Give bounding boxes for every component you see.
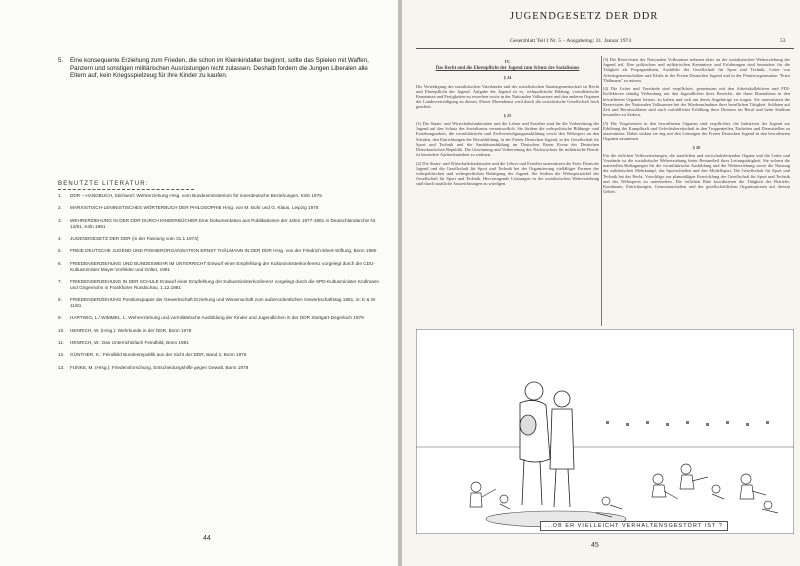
literature-item [58, 248, 388, 254]
cartoon-illustration [416, 329, 794, 534]
literature-item [58, 328, 388, 334]
literature-item-text: GÜNTHER, K.: Feindbild Bundesrepublik aus der Sicht der DDR, Band 2, Bonn 1976 [70, 352, 247, 358]
literature-item-number: 13. [58, 364, 65, 370]
literature-item-number: 11. [58, 340, 65, 346]
literature-item [58, 352, 388, 358]
intro-number: 5. [58, 57, 64, 64]
header-rule [416, 48, 794, 49]
intro-text: Eine konsequente Erziehung zum Frieden, die schon im Kleinkindalter beginnt, sollte das Spielen mit Waffen, Panzern und sonstigen militärischen Ausrüstungen nicht zulassen. Deshalb fordern die Jungen Liberalen alle Eltern auf, kein Kriegsspielzeug für ihre Kinder zu kaufen. [70, 57, 369, 80]
paragraph-25-3-text: (3) Die Reservisten der Nationalen Volksarmee nehmen aktiv an der sozialistischen Wehrerziehung der Jugend teil. Ihre politischen und militärischen Kenntnisse und Erfahrungen sind besonders für die Tätigkeit als Propagandisten, Ausbilder der Gesellschaft für Sport und Technik, Leiter von Arbeitsgemeinschaften und Klubs in der Freien Deutschen Jugend und in der Pionierorganisation "Ernst Thälmann" zu nutzen. [603, 57, 790, 83]
literature-item-text: MARXISTISCH-LENINISTISCHES WÖRTERBUCH DER PHILOSOPHIE Hrsg. von M. Buhr und G. Klaus, Leipzig 1978 [70, 205, 319, 211]
paragraph-24-text: Die Verteidigung des sozialistischen Vaterlandes und der sozialistischen Staatengemeinschaft ist Recht und Ehrenpflicht der Jugend. Aufgabe der Jugend ist es, wehrpolitische Bildung, vormilitärische Kenntnisse und Fertigkeiten zu erwerben sowie in der Nationalen Volksarmee und den anderen Organen der Landesverteidigung zu dienen. Dieser Ehrendienst wird durch die sozialistische Gesellschaft hoch geachtet. [416, 83, 600, 110]
literature-list [58, 193, 388, 377]
law-column-right [603, 57, 790, 198]
literature-item-number: 4. [58, 235, 62, 241]
literature-item [58, 261, 388, 273]
literature-item-text: FRIEDENSERZIEHUNG IN DER SCHULE Entwurf einer Empfehlung der Kultusministerkonferenz vorgelegt durch die SPD-Kultusminister Krollmann und Girgensohn in Frankfurter Rundschau, 1.12.1981 [70, 278, 379, 290]
literature-item [58, 297, 388, 309]
paragraph-26-label: § 26 [692, 144, 701, 150]
literature-item [58, 205, 388, 211]
literature-item-number: 12. [58, 352, 65, 358]
literature-item-number: 5. [58, 248, 62, 254]
literature-title: BENUTZTE LITERATUR: [58, 181, 149, 187]
literature-item-text: HENRICH, W. (Hrsg.): Wehrkunde in der DDR, Bonn 1978 [70, 327, 192, 333]
right-page [402, 0, 800, 566]
literature-item-number: 3. [58, 217, 62, 223]
literature-item [58, 365, 388, 371]
literature-item [58, 315, 388, 321]
literature-item-text: JUGENDGESETZ DER DDR (in der Fassung vom 31.1.1974) [70, 235, 199, 241]
literature-item-text: FUNKE, M. (Hrsg.): Friedensforschung, Entscheidungshilfe gegen Gewalt, Bonn 1978 [70, 364, 249, 370]
literature-item-text: WEHRERZIEHUNG IN DER DDR DURCH KINDERBÜCHER Eine Dokumentation aus Publikationen der Jahre 1977-1981 in Deutschlandarchiv Nr. 12/81, Köln 1981 [70, 217, 377, 229]
literature-title-underline [58, 189, 194, 190]
paragraph-25-1-text: (1) Die Staats- und Wirtschaftsfunktionäre und die Lehrer und Erzieher sind für die Vorbereitung der Jugend auf den Schutz des Sozialismus verantwortlich. Sie fördern die wehrpolitische Bildungs- und Erziehungsarbeit, die vormilitärische und Zivilverteidigungsausbildung sowie den Wehrsport an den Schulen, den Einrichtungen der Berufsbildung, in der Freien Deutschen Jugend, in der Gesellschaft für Sport und Technik und der Sanitätsausbildung im Deutschen Roten Kreuz der Deutschen Demokratischen Republik. Die Gewinnung und Vorbereitung des Nachwuchses für militärische Berufe ist besondere Aufmerksamkeit zu widmen. [416, 121, 599, 158]
literature-item-text: HENRICH, W.: Das Unterrichtsfach Feindbild, Bonn 1981 [70, 340, 189, 346]
gazette-line: Gesetzblatt Teil I Nr. 5 – Ausgabetag: 31. Januar 1974 [510, 38, 632, 44]
literature-item [58, 340, 388, 346]
section-number: IV. [504, 59, 511, 64]
section-heading: Das Recht und die Ehrenpflicht der Jugend zum Schutz des Sozialismus [435, 66, 580, 72]
paragraph-25-label: § 25 [503, 112, 512, 118]
intro-paragraph [58, 57, 378, 80]
literature-item-number: 2. [58, 205, 62, 211]
literature-item-number: 10. [58, 327, 65, 333]
literature-item-number: 8. [58, 297, 62, 303]
literature-item-number: 1. [58, 193, 62, 198]
literature-item [58, 218, 388, 230]
paragraph-24-label: § 24 [503, 75, 512, 81]
literature-item-text: FRIEDENSERZIEHUNG Positionspapier der Gewerkschaft Erziehung und Wissenschaft zum außerordentlichen Gewerkschaftstag 1981, in: E & W 11/81 [70, 297, 376, 308]
paragraph-25-5-text: (5) Die Vorgesetzten in den bewaffneten Organen sind verpflichtet, die Initiativen der Jugend zur Erhöhung der Kampfkraft und Gefechtsbereitschaft in den Truppenteilen, Einheiten und Dienststellen zu unterstützen. Dabei wirken sie eng mit den Leitungen der Freien Deutschen Jugend in den bewaffneten Organen zusammen. [603, 120, 790, 142]
law-column-left [416, 57, 599, 190]
right-page-number: 45 [591, 542, 599, 549]
literature-item-text: DDR – HANDBUCH, Stichwort: Wehrerziehung Hrsg. vom Bundesministerium für innerdeutsche Beziehungen, Köln 1975 [70, 193, 322, 198]
literature-item-text: FREIE DEUTSCHE JUGEND UND PIONIERORGANISATION ERNST THÄLMANN IN DER DDR Hrsg. von der Friedrich-Ebert-Stiftung, Bonn 1980 [70, 248, 377, 254]
paragraph-25-2-text: (2) Die Staats- und Wirtschaftsfunktionäre und die Lehrer und Erzieher unterstützen die Freie Deutsche Jugend und die Gesellschaft für Sport und Technik bei der Organisierung vielfältiger Formen der wehrpolitischen und wehrsportlichen Betätigung der Jugend. Sie fördern die Wehrsportzirkel der Gesellschaft für Sport und Technik. Hervorragende Leistungen in der sozialistischen Wehrerziehung sind durch staatliche Auszeichnungen zu würdigen. [416, 160, 599, 187]
literature-item-number: 7. [58, 278, 62, 284]
literature-item-text: HARTWIG, L./ WIMMEL, L. Wehrerziehung und vormilitärische Ausbildung der Kinder und Jugendlichen in der DDR Stuttgart-Degerloch 1979 [70, 315, 364, 321]
literature-item-text: FRIEDENSERZIEHUNG UND BUNDESWEHR IM UNTERRICHT Entwurf einer Empfehlung der Kultusministerkonferenz vorgelegt durch die CDU-Kultusminister Mayer-Vorfelder und Gölter, 1981 [70, 260, 375, 272]
literature-item-number: 6. [58, 260, 62, 266]
paragraph-25-4-text: (4) Die Leiter und Vorstände sind verpflichtet, gemeinsam mit den Arbeitskollektiven und FDJ-Kollektiven ständig Verbindung mit den Jugendlichen ihres Bereiche, die ihren Ehrendienst in den bewaffneten Organen leisten, zu halten und sich um deren Angehörige zu sorgen. Sie unterstützen die Reservisten der Nationalen Volksarmee bei der Wiederaufnahme ihrer beruflichen Tätigkeit. Soldaten auf Zeit und Berufssoldaten sind nach vorbildlicher Erfüllung ihres Dienstes im Beruf und beim Studium besonders zu fördern. [603, 86, 790, 118]
literature-item [58, 193, 388, 199]
left-page-number: 44 [203, 535, 211, 542]
left-page [0, 0, 398, 566]
paragraph-26-text: Für die örtlichen Volksvertretungen, die staatlichen und wirtschaftsleitenden Organe und die Leiter und Vorstände ist die sozialistische Wehrerziehung fester Bestandteil ihrer Leitungstätigkeit. Sie sichern die materiellen Bedingungen für die vormilitärische Ausbildung und die Wehrerziehung sowie die Nutzung der militärischen Mehrkampf, das Sportschießen und den Modellsport. Die Gesellschaft für Sport und Technik hat das Recht, Vorschläge zur planmäßigen Entwicklung der Gesellschaft für Sport und Technik und des Wehrsports zu unterbreiten. Die örtlichen Räte koordinieren die Tätigkeit der Betriebe, Kombinate, Einrichtungen, Genossenschaften und der gesellschaftlichen Organisationen auf diesem Gebiet. [603, 152, 790, 195]
column-divider [601, 56, 602, 326]
gazette-page-number: 53 [780, 38, 786, 44]
literature-item-number: 9. [58, 315, 62, 321]
cartoon-caption: ...OB ER VIELLEICHT VERHALTENSGESTÖRT IST ? [540, 521, 728, 531]
law-title: JUGENDGESETZ DER DDR [510, 11, 659, 22]
literature-item [58, 279, 388, 291]
literature-item [58, 236, 388, 242]
